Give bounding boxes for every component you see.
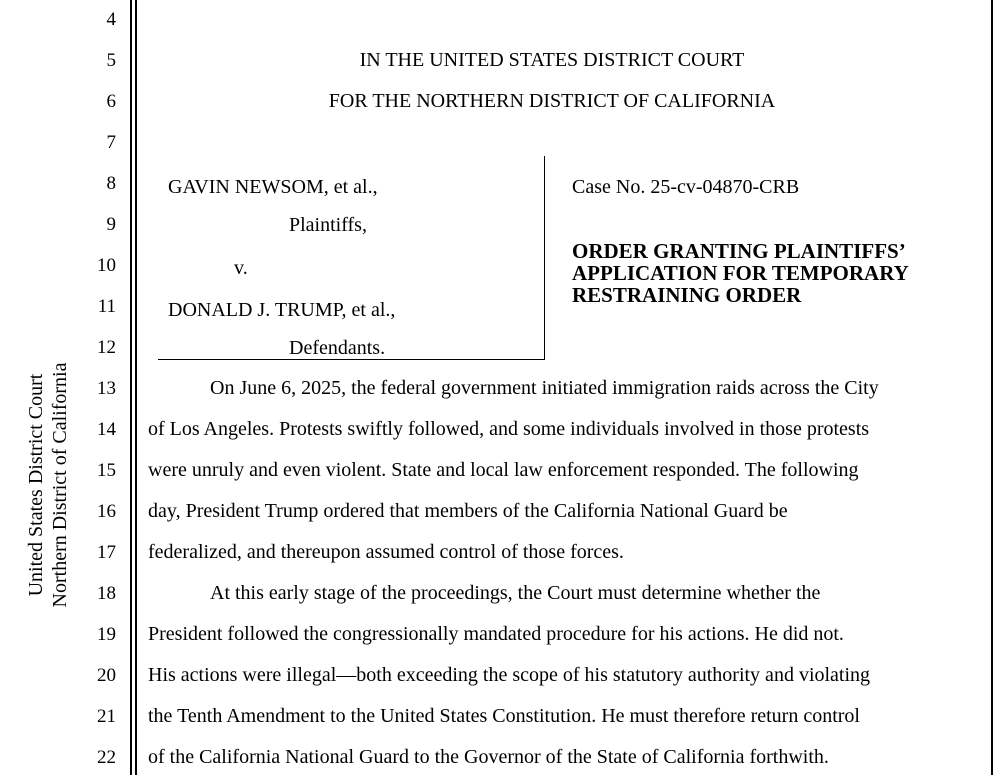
line-number: 6 bbox=[106, 91, 116, 112]
line-number: 10 bbox=[97, 255, 116, 276]
line-number: 17 bbox=[97, 542, 116, 563]
side-label-line-1: United States District Court bbox=[25, 373, 47, 597]
side-label-line-2: Northern District of California bbox=[49, 362, 71, 608]
body-line: of the California National Guard to the Governor of the State of California forthwith. bbox=[148, 746, 829, 768]
defendant-name: DONALD J. TRUMP, et al., bbox=[168, 299, 396, 321]
body-line: President followed the congressionally mandated procedure for his actions. He did not. bbox=[148, 623, 844, 645]
right-margin-rule bbox=[991, 0, 993, 775]
body-line: federalized, and thereupon assumed control of those forces. bbox=[148, 541, 624, 563]
body-line: the Tenth Amendment to the United States Constitution. He must therefore return control bbox=[148, 705, 860, 727]
body-line: His actions were illegal—both exceeding the scope of his statutory authority and violating bbox=[148, 664, 871, 686]
line-number: 16 bbox=[97, 501, 116, 522]
court-heading-line-2: FOR THE NORTHERN DISTRICT OF CALIFORNIA bbox=[328, 90, 776, 112]
line-number: 19 bbox=[97, 624, 116, 645]
body-line: On June 6, 2025, the federal government initiated immigration raids across the City bbox=[210, 377, 879, 399]
line-number: 11 bbox=[97, 296, 116, 317]
order-title-line-1: ORDER GRANTING PLAINTIFFS’ bbox=[572, 239, 906, 263]
line-number: 8 bbox=[106, 173, 116, 194]
line-number: 22 bbox=[97, 747, 116, 768]
plaintiff-name: GAVIN NEWSOM, et al., bbox=[168, 176, 378, 198]
order-title-line-2: APPLICATION FOR TEMPORARY bbox=[572, 261, 909, 285]
court-side-label bbox=[24, 363, 72, 608]
caption-vertical-rule bbox=[544, 156, 545, 360]
order-title bbox=[572, 240, 972, 306]
plaintiff-role: Plaintiffs, bbox=[289, 214, 367, 236]
case-number: Case No. 25-cv-04870-CRB bbox=[572, 176, 800, 198]
left-margin-rule-inner bbox=[135, 0, 137, 775]
court-heading-line-1: IN THE UNITED STATES DISTRICT COURT bbox=[359, 49, 745, 71]
defendant-role: Defendants. bbox=[289, 337, 386, 359]
body-line: At this early stage of the proceedings, the Court must determine whether the bbox=[210, 582, 821, 604]
line-number: 18 bbox=[97, 583, 116, 604]
line-number: 21 bbox=[97, 706, 116, 727]
line-number: 9 bbox=[106, 214, 116, 235]
line-number: 20 bbox=[97, 665, 116, 686]
body-line: were unruly and even violent. State and local law enforcement responded. The following bbox=[148, 459, 859, 481]
line-number: 13 bbox=[97, 378, 116, 399]
body-line: day, President Trump ordered that members of the California National Guard be bbox=[148, 500, 788, 522]
line-number: 14 bbox=[97, 419, 116, 440]
line-number: 12 bbox=[97, 337, 116, 358]
line-number: 7 bbox=[106, 132, 116, 153]
body-line: of Los Angeles. Protests swiftly followed, and some individuals involved in those protests bbox=[148, 418, 870, 440]
line-number: 4 bbox=[106, 9, 116, 30]
order-title-line-3: RESTRAINING ORDER bbox=[572, 283, 802, 307]
caption-bottom-rule bbox=[158, 359, 544, 360]
line-number: 15 bbox=[97, 460, 116, 481]
versus-label: v. bbox=[234, 257, 248, 279]
left-margin-rule bbox=[130, 0, 132, 775]
line-number: 5 bbox=[106, 50, 116, 71]
